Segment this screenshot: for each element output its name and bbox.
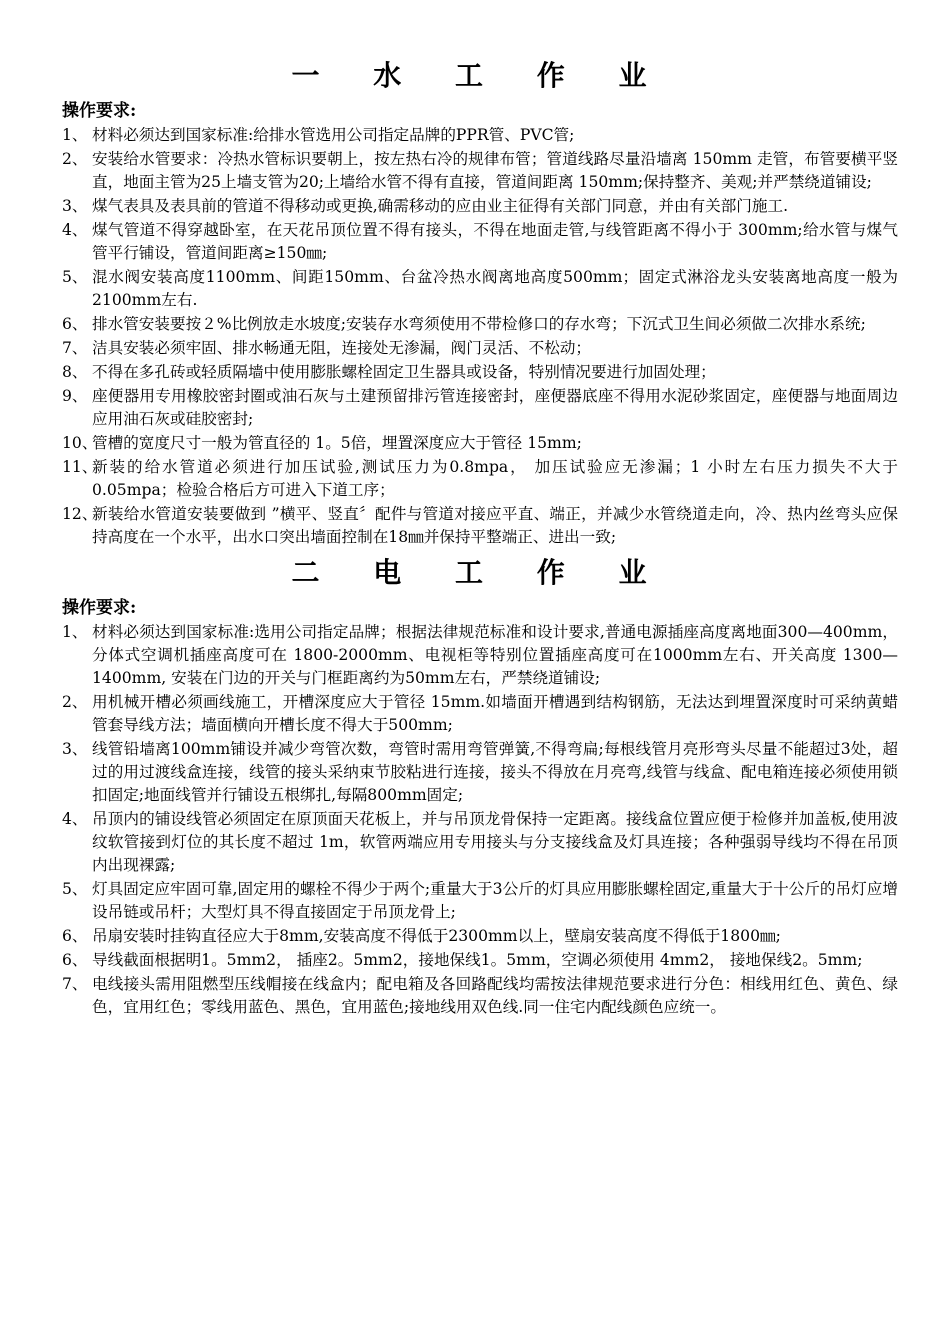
item-number: 8、 [62,363,88,381]
item-text: 材料必须达到国家标准:给排水管选用公司指定品牌的PPR管、PVC管; [92,126,575,144]
list-item [62,148,898,194]
item-number: 7、 [62,975,88,993]
section-subheading: 操作要求: [62,598,137,618]
item-number: 6、 [62,951,88,969]
list-item [62,691,898,737]
list-item [62,503,898,549]
item-text: 吊扇安装时挂钩直径应大于8mm,安装高度不得低于2300mm以上，壁扇安装高度不得低于1800㎜; [92,927,781,945]
item-text: 新装的给水管道必须进行加压试验,测试压力为0.8mpa， 加压试验应无渗漏；1 小时左右压力损失不大于 0.05mpa；检验合格后方可进入下道工序； [92,458,898,499]
list-item [62,808,898,877]
item-text: 煤气管道不得穿越卧室，在天花吊顶位置不得有接头，不得在地面走管,与线管距离不得小于 300mm;给水管与煤气管平行铺设，管道间距离≥150㎜; [92,221,898,262]
item-number: 11、 [62,458,98,476]
item-text: 电线接头需用阻燃型压线帽接在线盒内；配电箱及各回路配线均需按法律规范要求进行分色：相线用红色、黄色、绿色，宜用红色；零线用蓝色、黑色，宜用蓝色;接地线用双色线.同一住宅内配线颜色应统一。 [92,975,898,1016]
list-item [62,949,898,972]
item-number: 7、 [62,339,88,357]
list-item [62,385,898,431]
list-item [62,313,898,336]
item-text: 煤气表具及表具前的管道不得移动或更换,确需移动的应由业主征得有关部门同意，并由有关部门施工. [92,197,789,215]
item-number: 9、 [62,387,88,405]
list-item [62,195,898,218]
item-text: 线管铅墙离100mm铺设并减少弯管次数，弯管时需用弯管弹簧,不得弯扁;每根线管月亮形弯头尽量不能超过3处，超过的用过渡线盒连接，线管的接头采纳束节胶粘进行连接，接头不得放在月亮弯,线管与线盒、配电箱连接必须使用锁扣固定;地面线管并行铺设五根绑扎,每隔800mm固定; [92,740,898,804]
item-text: 不得在多孔砖或轻质隔墙中使用膨胀螺栓固定卫生器具或设备，特别情况要进行加固处理； [92,363,716,381]
list-item [62,266,898,312]
item-number: 6、 [62,315,88,333]
item-number: 10、 [62,434,98,452]
item-number: 12、 [62,505,98,523]
item-text: 排水管安装要按２%比例放走水坡度;安装存水弯须使用不带检修口的存水弯；下沉式卫生间必须做二次排水系统; [92,315,866,333]
item-text: 管槽的宽度尺寸一般为管直径的 1。5倍，埋置深度应大于管径 15mm; [92,434,582,452]
list-item [62,973,898,1019]
item-number: 3、 [62,197,88,215]
list-item [62,337,898,360]
list-item [62,738,898,807]
item-text: 材料必须达到国家标准:选用公司指定品牌；根据法律规范标准和设计要求,普通电源插座高度离地面300—400mm， 分体式空调机插座高度可在 1800-2000mm、电视柜等特别位置插座高度可在1000mm左右、开关高度 1300—1400mm, 安装在门边的开关与门框距离约为50mm左右，严禁绕道铺设; [92,623,898,687]
item-number: 5、 [62,268,88,286]
item-number: 1、 [62,126,88,144]
list-item [62,361,898,384]
list-item [62,219,898,265]
section-title: 二 电 工 作 业 [291,556,669,589]
item-number: 4、 [62,221,88,239]
item-number: 3、 [62,740,88,758]
list-item [62,124,898,147]
item-number: 2、 [62,693,88,711]
item-text: 灯具固定应牢固可靠,固定用的螺栓不得少于两个;重量大于3公斤的灯具应用膨胀螺栓固定,重量大于十公斤的吊灯应增设吊链或吊杆；大型灯具不得直接固定于吊顶龙骨上; [92,880,898,921]
requirements-list [62,621,898,1019]
item-text: 新装给水管道安装要做到 ”横平、竖直〞配件与管道对接应平直、端正，并减少水管绕道走向，冷、热内丝弯头应保持高度在一个水平，出水口突出墙面控制在18㎜并保持平整端正、进出一致; [92,505,898,546]
list-item [62,621,898,690]
section-subheading: 操作要求: [62,101,137,121]
list-item [62,878,898,924]
item-text: 座便器用专用橡胶密封圈或油石灰与土建预留排污管连接密封，座便器底座不得用水泥砂浆固定，座便器与地面周边应用油石灰或硅胶密封; [92,387,898,428]
item-text: 用机械开槽必须画线施工，开槽深度应大于管径 15mm.如墙面开槽遇到结构钢筋，无法达到埋置深度时可采纳黄蜡管套导线方法；墙面横向开槽长度不得大于500mm; [92,693,898,734]
item-number: 4、 [62,810,88,828]
item-number: 6、 [62,927,88,945]
item-number: 2、 [62,150,88,168]
item-text: 安装给水管要求：冷热水管标识要朝上，按左热右冷的规律布管；管道线路尽量沿墙离 150mm 走管，布管要横平竖直，地面主管为25上墙支管为20;上墙给水管不得有直接，管道间距离 150mm;保持整齐、美观;并严禁绕道铺设; [92,150,898,191]
item-text: 洁具安装必须牢固、排水畅通无阻，连接处无渗漏，阀门灵活、不松动； [92,339,592,357]
item-text: 混水阀安装高度1100mm、间距150mm、台盆冷热水阀离地高度500mm；固定式淋浴龙头安装离地高度一般为2100mm左右. [92,268,898,309]
requirements-list [62,124,898,549]
item-number: 5、 [62,880,88,898]
list-item [62,925,898,948]
section-title: 一 水 工 作 业 [291,59,669,92]
section-plumbing [62,58,898,549]
item-number: 1、 [62,623,88,641]
item-text: 吊顶内的铺设线管必须固定在原顶面天花板上，并与吊顶龙骨保持一定距离。接线盒位置应便于检修并加盖板,使用波纹软管接到灯位的其长度不超过 1m，软管两端应用专用接头与分支接线盒及灯具连接；各种强弱导线均不得在吊顶内出现裸露; [92,810,898,874]
list-item [62,456,898,502]
list-item [62,432,898,455]
item-text: 导线截面根据明1。5mm2， 插座2。5mm2，接地保线1。5mm，空调必须使用 4mm2， 接地保线2。5mm; [92,951,863,969]
section-electrical [62,555,898,1019]
